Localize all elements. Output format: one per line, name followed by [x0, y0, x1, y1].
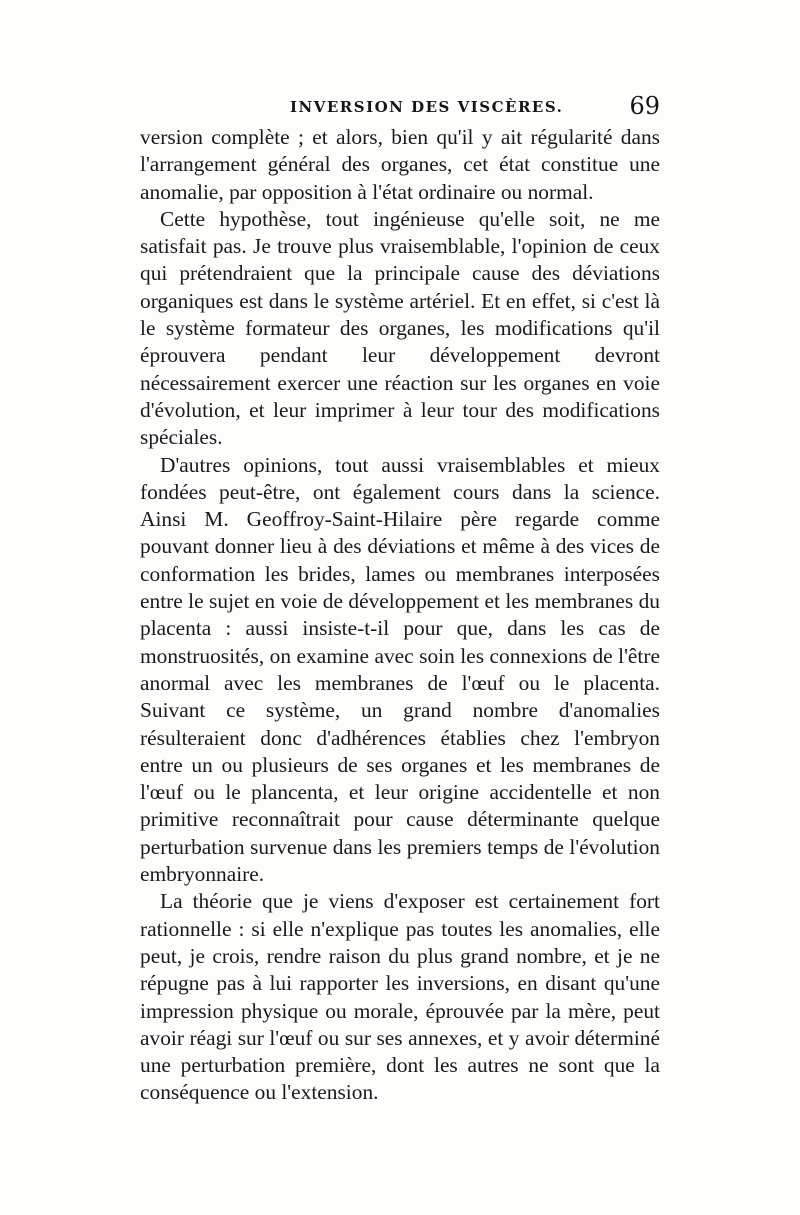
paragraph-3: D'autres opinions, tout aussi vraisemblables et mieux fondées peut-être, ont également cours dans la science. Ainsi M. Geoffroy-Saint-Hilaire père regarde comme pouvant donner lieu à des déviations et même à des vices de conformation les brides, lames ou membranes interposées entre le sujet en voie de développement et les membranes du placenta : aussi insiste-t-il pour que, dans les cas de monstruosités, on examine avec soin les connexions de l'être anormal avec les membranes de l'œuf ou le placenta. Suivant ce système, un grand nombre d'anomalies résulteraient donc d'adhérences établies chez l'embryon entre un ou plusieurs de ses organes et les membranes de l'œuf ou le plancenta, et leur origine accidentelle et non primitive reconnaîtrait pour cause déterminante quelque perturbation survenue dans les premiers temps de l'évolution embryonnaire. [140, 452, 660, 887]
paragraph-1: version complète ; et alors, bien qu'il y ait régularité dans l'arrangement général des organes, cet état constitue une anomalie, par opposition à l'état ordinaire ou normal. [140, 125, 660, 204]
paragraph-2: Cette hypothèse, tout ingénieuse qu'elle soit, ne me satisfait pas. Je trouve plus vraisemblable, l'opinion de ceux qui prétendraient que la principale cause des déviations organiques est dans le système artériel. Et en effet, si c'est là le système formateur des organes, les modifications qu'il éprouvera pendant leur développement devront nécessairement exercer une réaction sur les organes en voie d'évolution, et leur imprimer à leur tour des modifications spéciales. [140, 206, 660, 450]
page-number: 69 [629, 92, 660, 120]
running-head [140, 92, 660, 122]
paragraph-4: La théorie que je viens d'exposer est certainement fort rationnelle : si elle n'explique pas toutes les anomalies, elle peut, je crois, rendre raison du plus grand nombre, et je ne répugne pas à lui rapporter les inversions, en disant qu'une impression physique ou morale, éprouvée par la mère, peut avoir réagi sur l'œuf ou sur ses annexes, et y avoir déterminé une perturbation première, dont les autres ne sont que la conséquence ou l'extension. [140, 889, 660, 1105]
running-title: INVERSION DES VISCÈRES. [290, 98, 564, 116]
body-text [140, 124, 660, 1107]
